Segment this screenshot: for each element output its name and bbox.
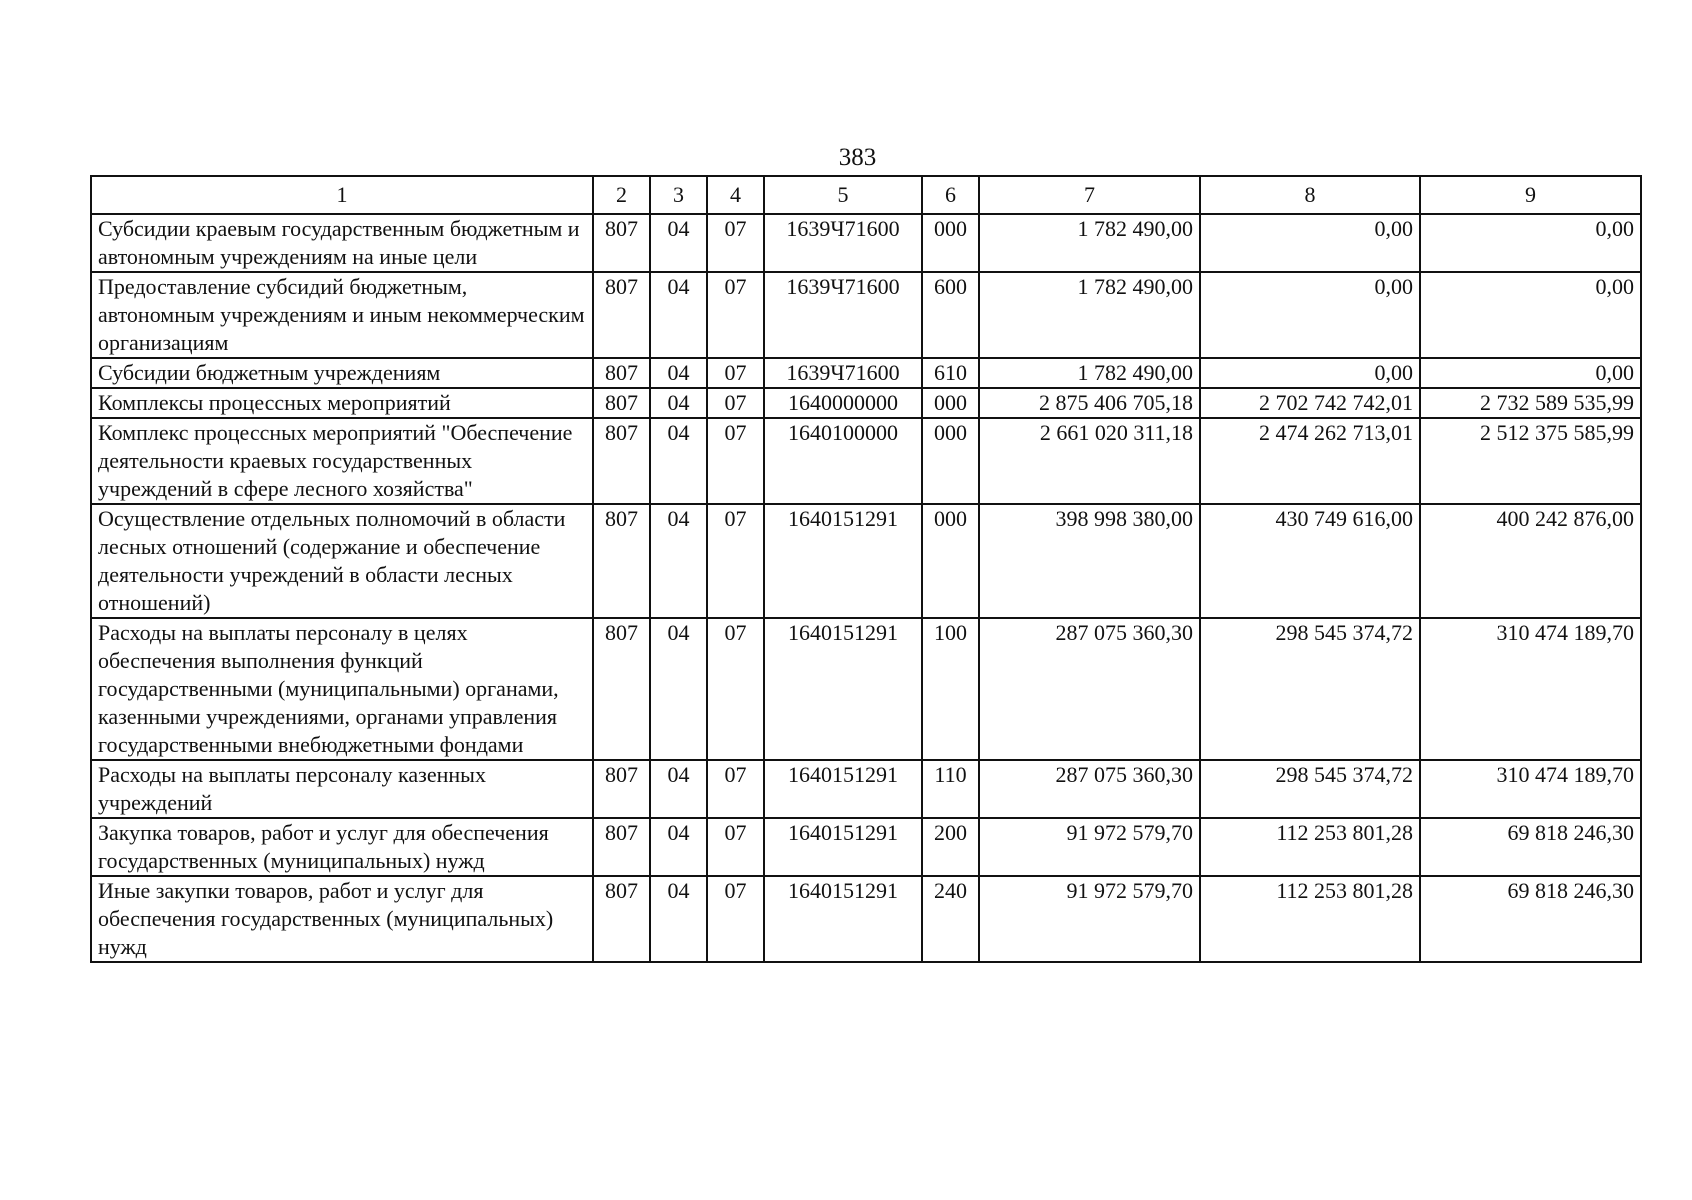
column-header: 4 bbox=[707, 176, 764, 214]
amount-col7-cell: 91 972 579,70 bbox=[979, 818, 1200, 876]
row-name-cell: Комплекс процессных мероприятий "Обеспечение деятельности краевых государственных учреждений в сфере лесного хозяйства" bbox=[91, 418, 593, 504]
section-code-cell: 04 bbox=[650, 618, 707, 760]
amount-col7-cell: 287 075 360,30 bbox=[979, 760, 1200, 818]
table-row bbox=[91, 818, 1641, 876]
row-name-cell: Предоставление субсидий бюджетным, автономным учреждениям и иным некоммерческим организациям bbox=[91, 272, 593, 358]
amount-col9-cell: 0,00 bbox=[1420, 358, 1641, 388]
amount-col8-cell: 2 702 742 742,01 bbox=[1200, 388, 1420, 418]
amount-col7-cell: 2 661 020 311,18 bbox=[979, 418, 1200, 504]
subsection-code-cell: 07 bbox=[707, 418, 764, 504]
ministry-code-cell: 807 bbox=[593, 272, 650, 358]
table-row bbox=[91, 214, 1641, 272]
column-header: 3 bbox=[650, 176, 707, 214]
budget-table bbox=[90, 175, 1642, 963]
amount-col8-cell: 2 474 262 713,01 bbox=[1200, 418, 1420, 504]
section-code-cell: 04 bbox=[650, 818, 707, 876]
expense-type-cell: 610 bbox=[922, 358, 979, 388]
column-header: 7 bbox=[979, 176, 1200, 214]
ministry-code-cell: 807 bbox=[593, 818, 650, 876]
row-name-cell: Расходы на выплаты персоналу казенных учреждений bbox=[91, 760, 593, 818]
column-header: 5 bbox=[764, 176, 922, 214]
amount-col9-cell: 69 818 246,30 bbox=[1420, 818, 1641, 876]
row-name-cell: Закупка товаров, работ и услуг для обеспечения государственных (муниципальных) нужд bbox=[91, 818, 593, 876]
table-row bbox=[91, 418, 1641, 504]
section-code-cell: 04 bbox=[650, 214, 707, 272]
table-row bbox=[91, 504, 1641, 618]
amount-col9-cell: 2 512 375 585,99 bbox=[1420, 418, 1641, 504]
expense-type-cell: 600 bbox=[922, 272, 979, 358]
column-header: 9 bbox=[1420, 176, 1641, 214]
target-article-cell: 1640100000 bbox=[764, 418, 922, 504]
amount-col7-cell: 1 782 490,00 bbox=[979, 214, 1200, 272]
column-header: 8 bbox=[1200, 176, 1420, 214]
target-article-cell: 1640151291 bbox=[764, 760, 922, 818]
section-code-cell: 04 bbox=[650, 504, 707, 618]
section-code-cell: 04 bbox=[650, 272, 707, 358]
table-row bbox=[91, 618, 1641, 760]
amount-col9-cell: 0,00 bbox=[1420, 272, 1641, 358]
expense-type-cell: 200 bbox=[922, 818, 979, 876]
section-code-cell: 04 bbox=[650, 388, 707, 418]
expense-type-cell: 000 bbox=[922, 214, 979, 272]
target-article-cell: 1640151291 bbox=[764, 618, 922, 760]
expense-type-cell: 000 bbox=[922, 504, 979, 618]
expense-type-cell: 100 bbox=[922, 618, 979, 760]
column-header: 6 bbox=[922, 176, 979, 214]
row-name-cell: Осуществление отдельных полномочий в области лесных отношений (содержание и обеспечение деятельности учреждений в области лесных отношений) bbox=[91, 504, 593, 618]
ministry-code-cell: 807 bbox=[593, 358, 650, 388]
column-header: 2 bbox=[593, 176, 650, 214]
page-number: 383 bbox=[838, 144, 877, 171]
amount-col8-cell: 430 749 616,00 bbox=[1200, 504, 1420, 618]
ministry-code-cell: 807 bbox=[593, 618, 650, 760]
row-name-cell: Расходы на выплаты персоналу в целях обеспечения выполнения функций государственными (муниципальными) органами, казенными учреждениями, органами управления государственными внебюджетными фондами bbox=[91, 618, 593, 760]
amount-col8-cell: 298 545 374,72 bbox=[1200, 618, 1420, 760]
ministry-code-cell: 807 bbox=[593, 876, 650, 962]
amount-col9-cell: 310 474 189,70 bbox=[1420, 760, 1641, 818]
section-code-cell: 04 bbox=[650, 418, 707, 504]
row-name-cell: Иные закупки товаров, работ и услуг для обеспечения государственных (муниципальных) нужд bbox=[91, 876, 593, 962]
expense-type-cell: 110 bbox=[922, 760, 979, 818]
subsection-code-cell: 07 bbox=[707, 818, 764, 876]
section-code-cell: 04 bbox=[650, 760, 707, 818]
amount-col9-cell: 2 732 589 535,99 bbox=[1420, 388, 1641, 418]
amount-col8-cell: 0,00 bbox=[1200, 272, 1420, 358]
ministry-code-cell: 807 bbox=[593, 760, 650, 818]
amount-col8-cell: 112 253 801,28 bbox=[1200, 876, 1420, 962]
table-row bbox=[91, 272, 1641, 358]
amount-col7-cell: 1 782 490,00 bbox=[979, 358, 1200, 388]
subsection-code-cell: 07 bbox=[707, 358, 764, 388]
column-header: 1 bbox=[91, 176, 593, 214]
expense-type-cell: 000 bbox=[922, 388, 979, 418]
subsection-code-cell: 07 bbox=[707, 876, 764, 962]
amount-col9-cell: 310 474 189,70 bbox=[1420, 618, 1641, 760]
expense-type-cell: 000 bbox=[922, 418, 979, 504]
table-row bbox=[91, 388, 1641, 418]
header-row bbox=[91, 176, 1641, 214]
row-name-cell: Субсидии краевым государственным бюджетным и автономным учреждениям на иные цели bbox=[91, 214, 593, 272]
ministry-code-cell: 807 bbox=[593, 418, 650, 504]
target-article-cell: 1640151291 bbox=[764, 818, 922, 876]
target-article-cell: 1640151291 bbox=[764, 504, 922, 618]
table-row bbox=[91, 358, 1641, 388]
ministry-code-cell: 807 bbox=[593, 388, 650, 418]
subsection-code-cell: 07 bbox=[707, 272, 764, 358]
row-name-cell: Комплексы процессных мероприятий bbox=[91, 388, 593, 418]
amount-col7-cell: 1 782 490,00 bbox=[979, 272, 1200, 358]
amount-col9-cell: 0,00 bbox=[1420, 214, 1641, 272]
amount-col7-cell: 91 972 579,70 bbox=[979, 876, 1200, 962]
amount-col8-cell: 298 545 374,72 bbox=[1200, 760, 1420, 818]
target-article-cell: 1640151291 bbox=[764, 876, 922, 962]
target-article-cell: 1639Ч71600 bbox=[764, 214, 922, 272]
section-code-cell: 04 bbox=[650, 358, 707, 388]
ministry-code-cell: 807 bbox=[593, 504, 650, 618]
table-row bbox=[91, 876, 1641, 962]
amount-col9-cell: 400 242 876,00 bbox=[1420, 504, 1641, 618]
subsection-code-cell: 07 bbox=[707, 760, 764, 818]
amount-col8-cell: 0,00 bbox=[1200, 358, 1420, 388]
expense-type-cell: 240 bbox=[922, 876, 979, 962]
section-code-cell: 04 bbox=[650, 876, 707, 962]
target-article-cell: 1639Ч71600 bbox=[764, 358, 922, 388]
amount-col7-cell: 2 875 406 705,18 bbox=[979, 388, 1200, 418]
target-article-cell: 1640000000 bbox=[764, 388, 922, 418]
table-body bbox=[91, 214, 1641, 962]
subsection-code-cell: 07 bbox=[707, 388, 764, 418]
subsection-code-cell: 07 bbox=[707, 618, 764, 760]
row-name-cell: Субсидии бюджетным учреждениям bbox=[91, 358, 593, 388]
amount-col8-cell: 0,00 bbox=[1200, 214, 1420, 272]
ministry-code-cell: 807 bbox=[593, 214, 650, 272]
subsection-code-cell: 07 bbox=[707, 504, 764, 618]
table-row bbox=[91, 760, 1641, 818]
amount-col7-cell: 287 075 360,30 bbox=[979, 618, 1200, 760]
amount-col7-cell: 398 998 380,00 bbox=[979, 504, 1200, 618]
subsection-code-cell: 07 bbox=[707, 214, 764, 272]
amount-col8-cell: 112 253 801,28 bbox=[1200, 818, 1420, 876]
target-article-cell: 1639Ч71600 bbox=[764, 272, 922, 358]
amount-col9-cell: 69 818 246,30 bbox=[1420, 876, 1641, 962]
